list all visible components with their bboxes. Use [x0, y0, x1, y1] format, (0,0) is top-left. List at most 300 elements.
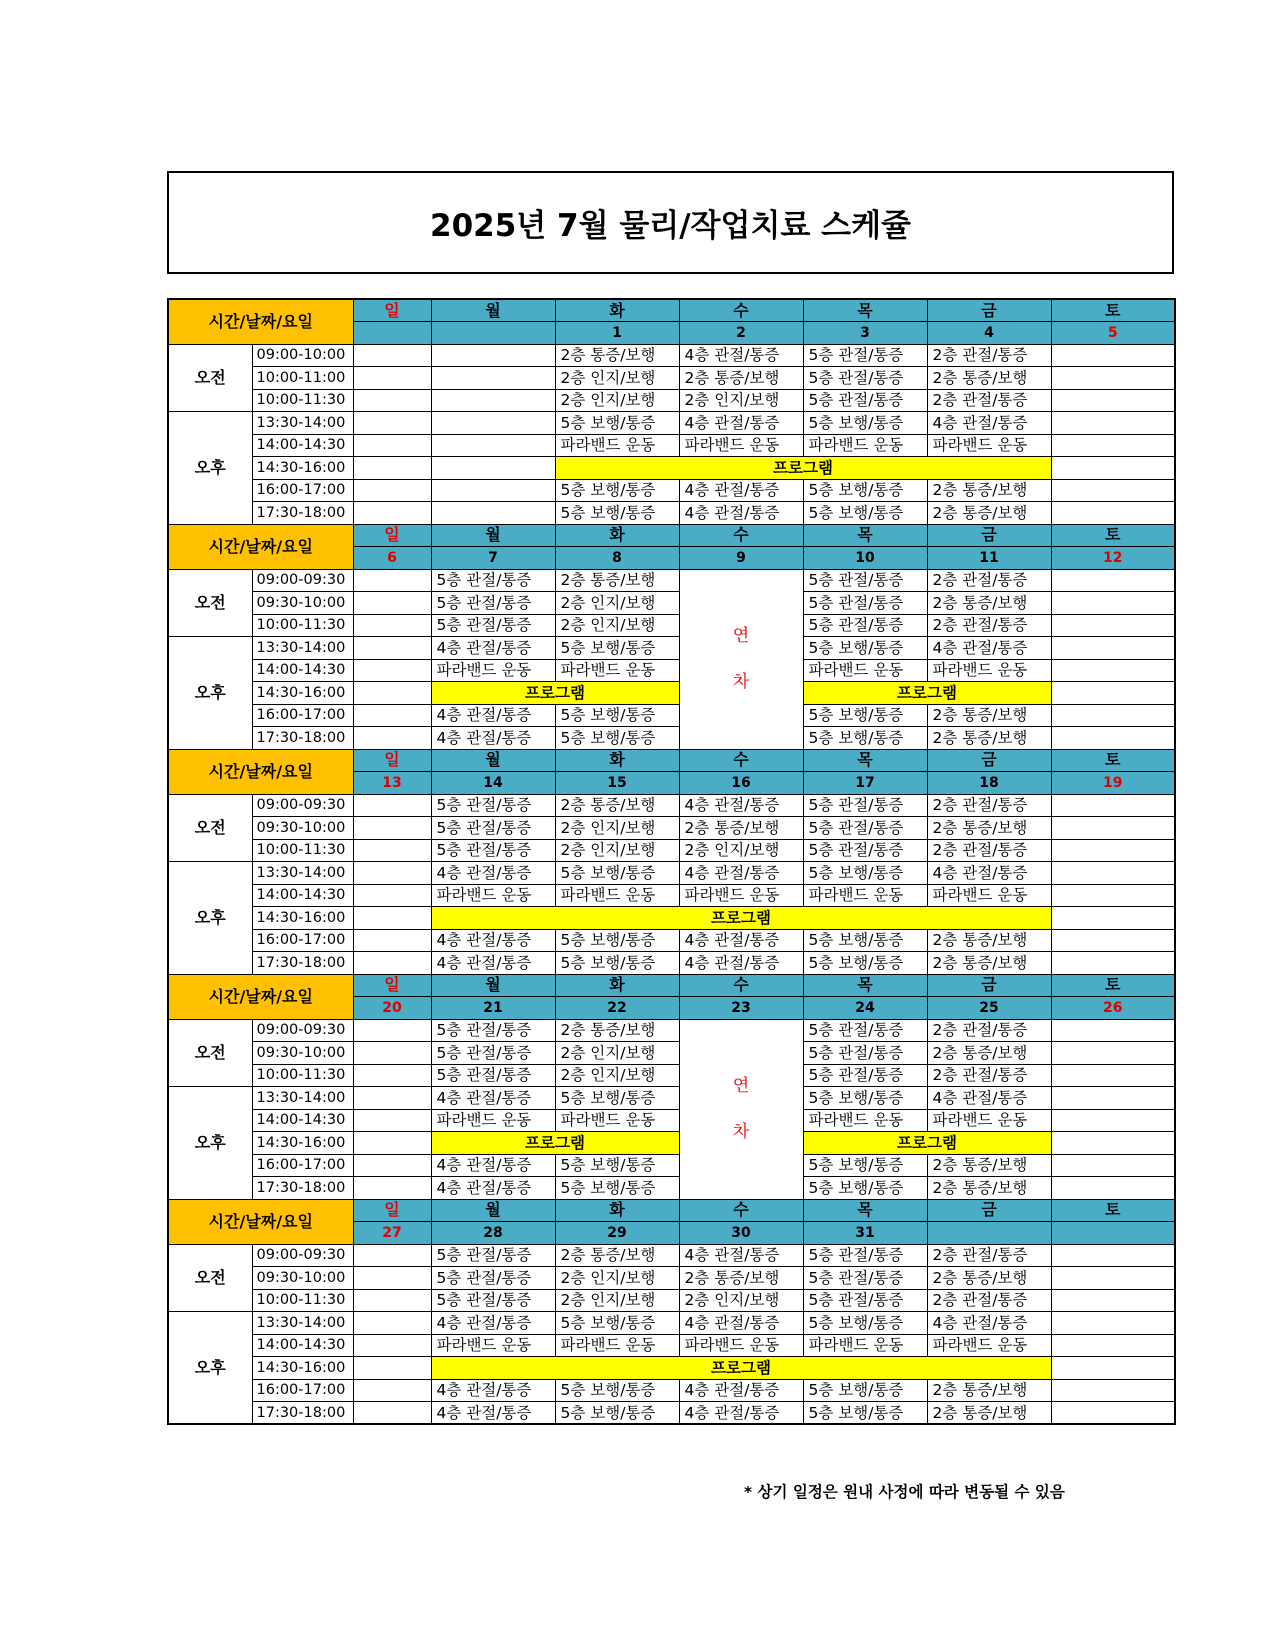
date-header: 6	[353, 547, 431, 570]
schedule-cell: 2층 관절/통증	[927, 1289, 1051, 1312]
schedule-cell: 2층 통증/보행	[927, 1177, 1051, 1200]
schedule-cell: 4층 관절/통증	[431, 704, 555, 727]
schedule-cell-empty	[353, 1267, 431, 1290]
schedule-cell: 2층 인지/보행	[555, 592, 679, 615]
schedule-cell: 5층 보행/통증	[555, 862, 679, 885]
schedule-cell-empty	[353, 367, 431, 390]
schedule-cell: 4층 관절/통증	[679, 502, 803, 525]
header-label: 시간/날짜/요일	[168, 749, 353, 794]
schedule-cell: 4층 관절/통증	[927, 1087, 1051, 1110]
schedule-cell: 파라밴드 운동	[927, 434, 1051, 457]
time-slot: 16:00-17:00	[252, 479, 353, 502]
schedule-row	[168, 1312, 1175, 1335]
schedule-cell: 5층 보행/통증	[555, 412, 679, 435]
schedule-cell: 파라밴드 운동	[555, 884, 679, 907]
program-banner: 프로그램	[431, 1132, 679, 1155]
schedule-cell: 4층 관절/통증	[679, 1402, 803, 1425]
schedule-cell: 4층 관절/통증	[431, 952, 555, 975]
schedule-cell: 2층 인지/보행	[555, 1289, 679, 1312]
time-slot: 09:00-09:30	[252, 1244, 353, 1267]
schedule-row	[168, 457, 1175, 480]
schedule-cell: 5층 관절/통증	[803, 569, 927, 592]
date-header: 7	[431, 547, 555, 570]
schedule-row	[168, 1132, 1175, 1155]
time-slot: 13:30-14:00	[252, 637, 353, 660]
schedule-cell: 2층 통증/보행	[555, 569, 679, 592]
period-pm-label: 오후	[168, 1087, 252, 1200]
weekday-header: 화	[555, 749, 679, 772]
schedule-cell: 5층 보행/통증	[803, 704, 927, 727]
schedule-cell-empty	[1051, 1154, 1175, 1177]
schedule-cell: 4층 관절/통증	[679, 479, 803, 502]
schedule-cell-empty	[353, 862, 431, 885]
schedule-cell-empty	[431, 389, 555, 412]
weekday-header: 월	[431, 299, 555, 322]
time-slot: 09:30-10:00	[252, 1267, 353, 1290]
schedule-cell-empty	[431, 367, 555, 390]
schedule-cell: 5층 보행/통증	[803, 929, 927, 952]
weekday-header: 화	[555, 299, 679, 322]
weekday-header: 월	[431, 974, 555, 997]
schedule-cell-empty	[1051, 479, 1175, 502]
weekday-header: 토	[1051, 974, 1175, 997]
time-slot: 09:30-10:00	[252, 592, 353, 615]
schedule-cell-empty	[1051, 412, 1175, 435]
annual-leave-char: 차	[732, 672, 750, 692]
time-slot: 10:00-11:00	[252, 367, 353, 390]
schedule-table	[167, 298, 1176, 1425]
schedule-cell: 2층 관절/통증	[927, 794, 1051, 817]
schedule-cell-empty	[353, 929, 431, 952]
schedule-cell: 5층 관절/통증	[431, 1244, 555, 1267]
weekday-header: 목	[803, 974, 927, 997]
date-header: 10	[803, 547, 927, 570]
schedule-cell: 5층 관절/통증	[431, 569, 555, 592]
schedule-cell: 5층 보행/통증	[555, 479, 679, 502]
time-slot: 10:00-11:30	[252, 839, 353, 862]
date-header: 14	[431, 772, 555, 795]
schedule-cell: 5층 보행/통증	[803, 637, 927, 660]
schedule-cell-empty	[1051, 907, 1175, 930]
schedule-cell-empty	[1051, 839, 1175, 862]
date-header: 16	[679, 772, 803, 795]
time-slot: 14:30-16:00	[252, 457, 353, 480]
schedule-cell: 5층 보행/통증	[803, 1087, 927, 1110]
schedule-row	[168, 412, 1175, 435]
time-slot: 09:00-09:30	[252, 569, 353, 592]
schedule-cell-empty	[353, 637, 431, 660]
weekday-header: 일	[353, 749, 431, 772]
header-label: 시간/날짜/요일	[168, 974, 353, 1019]
schedule-cell: 5층 보행/통증	[803, 479, 927, 502]
time-slot: 16:00-17:00	[252, 704, 353, 727]
schedule-cell-empty	[353, 884, 431, 907]
schedule-cell: 파라밴드 운동	[431, 659, 555, 682]
date-header: 21	[431, 997, 555, 1020]
date-header: 23	[679, 997, 803, 1020]
schedule-cell-empty	[353, 794, 431, 817]
schedule-cell: 5층 보행/통증	[555, 704, 679, 727]
schedule-row	[168, 839, 1175, 862]
schedule-row	[168, 727, 1175, 750]
schedule-cell: 2층 통증/보행	[927, 592, 1051, 615]
schedule-cell: 4층 관절/통증	[431, 1312, 555, 1335]
schedule-cell-empty	[353, 817, 431, 840]
schedule-cell-empty	[353, 502, 431, 525]
weekday-header: 금	[927, 299, 1051, 322]
schedule-cell: 2층 통증/보행	[679, 1267, 803, 1290]
date-header: 20	[353, 997, 431, 1020]
time-slot: 10:00-11:30	[252, 1289, 353, 1312]
schedule-cell-empty	[353, 1402, 431, 1425]
schedule-cell-empty	[353, 1087, 431, 1110]
schedule-cell: 4층 관절/통증	[927, 862, 1051, 885]
schedule-row	[168, 862, 1175, 885]
weekday-header: 수	[679, 749, 803, 772]
schedule-cell: 2층 인지/보행	[679, 839, 803, 862]
schedule-cell-empty	[353, 457, 431, 480]
time-slot: 10:00-11:30	[252, 1064, 353, 1087]
date-header: 3	[803, 322, 927, 345]
page-title: 2025년 7월 물리/작업치료 스케쥴	[167, 171, 1174, 274]
annual-leave-char: 연	[732, 1076, 750, 1096]
schedule-cell: 5층 보행/통증	[803, 862, 927, 885]
date-header	[927, 1222, 1051, 1245]
header-label: 시간/날짜/요일	[168, 1199, 353, 1244]
schedule-cell: 파라밴드 운동	[927, 884, 1051, 907]
time-slot: 16:00-17:00	[252, 929, 353, 952]
schedule-cell-empty	[353, 1312, 431, 1335]
schedule-cell: 파라밴드 운동	[927, 1334, 1051, 1357]
header-label: 시간/날짜/요일	[168, 299, 353, 344]
schedule-cell-empty	[353, 1177, 431, 1200]
time-slot: 16:00-17:00	[252, 1379, 353, 1402]
time-slot: 10:00-11:30	[252, 614, 353, 637]
schedule-cell: 5층 보행/통증	[803, 727, 927, 750]
schedule-cell: 2층 인지/보행	[555, 1042, 679, 1065]
period-pm-label: 오후	[168, 637, 252, 750]
schedule-cell: 5층 관절/통증	[803, 389, 927, 412]
time-slot: 14:00-14:30	[252, 1334, 353, 1357]
schedule-cell-empty	[353, 592, 431, 615]
schedule-cell: 5층 관절/통증	[431, 1289, 555, 1312]
schedule-cell: 파라밴드 운동	[803, 884, 927, 907]
schedule-cell: 파라밴드 운동	[555, 434, 679, 457]
schedule-row	[168, 907, 1175, 930]
program-banner: 프로그램	[803, 1132, 1051, 1155]
schedule-cell-empty	[1051, 1312, 1175, 1335]
schedule-cell-empty	[353, 434, 431, 457]
schedule-cell: 4층 관절/통증	[679, 344, 803, 367]
schedule-cell-empty	[1051, 1177, 1175, 1200]
schedule-cell: 2층 통증/보행	[927, 1154, 1051, 1177]
schedule-cell-empty	[1051, 884, 1175, 907]
schedule-cell-empty	[431, 457, 555, 480]
schedule-cell-empty	[353, 479, 431, 502]
schedule-cell-empty	[353, 1357, 431, 1380]
schedule-cell-empty	[1051, 389, 1175, 412]
schedule-row	[168, 1267, 1175, 1290]
schedule-cell-empty	[353, 1379, 431, 1402]
schedule-cell-empty	[431, 344, 555, 367]
weekday-header: 월	[431, 749, 555, 772]
period-am-label: 오전	[168, 1019, 252, 1087]
schedule-cell-empty	[353, 1154, 431, 1177]
schedule-cell: 2층 관절/통증	[927, 1244, 1051, 1267]
schedule-row	[168, 1019, 1175, 1042]
schedule-cell: 2층 통증/보행	[927, 704, 1051, 727]
schedule-cell-empty	[1051, 1334, 1175, 1357]
schedule-cell: 5층 관절/통증	[803, 794, 927, 817]
weekday-header: 목	[803, 749, 927, 772]
schedule-row	[168, 794, 1175, 817]
schedule-row	[168, 1177, 1175, 1200]
schedule-cell: 4층 관절/통증	[679, 794, 803, 817]
schedule-row	[168, 1109, 1175, 1132]
annual-leave-char: 차	[732, 1122, 750, 1142]
schedule-cell: 2층 통증/보행	[927, 817, 1051, 840]
weekday-header: 목	[803, 524, 927, 547]
annual-leave-cell	[679, 569, 803, 749]
date-header: 24	[803, 997, 927, 1020]
schedule-cell-empty	[1051, 367, 1175, 390]
schedule-cell: 파라밴드 운동	[555, 1334, 679, 1357]
schedule-cell-empty	[353, 569, 431, 592]
schedule-cell: 파라밴드 운동	[927, 659, 1051, 682]
schedule-row	[168, 817, 1175, 840]
schedule-cell: 2층 관절/통증	[927, 614, 1051, 637]
schedule-cell-empty	[1051, 929, 1175, 952]
time-slot: 17:30-18:00	[252, 952, 353, 975]
schedule-cell: 5층 관절/통증	[431, 1042, 555, 1065]
schedule-cell: 파라밴드 운동	[803, 434, 927, 457]
date-header: 2	[679, 322, 803, 345]
schedule-cell: 4층 관절/통증	[431, 1154, 555, 1177]
schedule-cell: 5층 관절/통증	[431, 1064, 555, 1087]
schedule-cell: 5층 관절/통증	[803, 1042, 927, 1065]
schedule-cell: 4층 관절/통증	[431, 1379, 555, 1402]
schedule-row	[168, 569, 1175, 592]
schedule-cell-empty	[353, 839, 431, 862]
schedule-cell: 2층 통증/보행	[927, 952, 1051, 975]
schedule-row	[168, 1357, 1175, 1380]
schedule-cell: 4층 관절/통증	[679, 1312, 803, 1335]
schedule-cell: 4층 관절/통증	[927, 1312, 1051, 1335]
date-header: 15	[555, 772, 679, 795]
schedule-cell: 2층 인지/보행	[555, 1267, 679, 1290]
schedule-cell: 파라밴드 운동	[679, 884, 803, 907]
schedule-cell-empty	[353, 389, 431, 412]
weekday-header: 화	[555, 524, 679, 547]
schedule-cell: 파라밴드 운동	[927, 1109, 1051, 1132]
schedule-cell: 5층 보행/통증	[555, 1402, 679, 1425]
schedule-cell: 5층 보행/통증	[555, 1177, 679, 1200]
schedule-body	[168, 299, 1175, 1424]
time-slot: 17:30-18:00	[252, 502, 353, 525]
schedule-cell: 5층 보행/통증	[803, 1379, 927, 1402]
schedule-cell-empty	[1051, 682, 1175, 705]
schedule-cell: 5층 관절/통증	[803, 839, 927, 862]
schedule-cell: 2층 통증/보행	[679, 817, 803, 840]
schedule-cell-empty	[353, 412, 431, 435]
schedule-cell: 2층 인지/보행	[555, 389, 679, 412]
schedule-cell: 4층 관절/통증	[431, 637, 555, 660]
date-header: 13	[353, 772, 431, 795]
schedule-row	[168, 614, 1175, 637]
schedule-cell: 2층 관절/통증	[927, 569, 1051, 592]
weekday-header: 일	[353, 299, 431, 322]
schedule-cell-empty	[1051, 1019, 1175, 1042]
schedule-cell: 5층 보행/통증	[555, 1379, 679, 1402]
schedule-cell: 파라밴드 운동	[679, 1334, 803, 1357]
schedule-cell: 5층 관절/통증	[803, 344, 927, 367]
schedule-cell: 파라밴드 운동	[679, 434, 803, 457]
time-slot: 14:30-16:00	[252, 1132, 353, 1155]
schedule-cell: 2층 통증/보행	[927, 502, 1051, 525]
schedule-cell: 파라밴드 운동	[803, 1334, 927, 1357]
schedule-cell-empty	[1051, 344, 1175, 367]
weekday-header: 토	[1051, 524, 1175, 547]
schedule-cell-empty	[1051, 1267, 1175, 1290]
schedule-cell-empty	[353, 1132, 431, 1155]
time-slot: 14:30-16:00	[252, 907, 353, 930]
schedule-cell-empty	[353, 682, 431, 705]
schedule-row	[168, 367, 1175, 390]
schedule-row	[168, 1244, 1175, 1267]
schedule-cell-empty	[1051, 952, 1175, 975]
schedule-cell: 2층 인지/보행	[555, 1064, 679, 1087]
schedule-cell-empty	[1051, 794, 1175, 817]
schedule-cell: 4층 관절/통증	[431, 929, 555, 952]
schedule-cell: 2층 통증/보행	[927, 929, 1051, 952]
schedule-cell: 2층 인지/보행	[679, 1289, 803, 1312]
schedule-cell-empty	[1051, 502, 1175, 525]
schedule-cell-empty	[1051, 1357, 1175, 1380]
time-slot: 17:30-18:00	[252, 1177, 353, 1200]
weekday-header: 금	[927, 1199, 1051, 1222]
schedule-cell: 5층 관절/통증	[803, 1244, 927, 1267]
date-header: 26	[1051, 997, 1175, 1020]
schedule-cell: 2층 인지/보행	[555, 817, 679, 840]
schedule-cell: 5층 관절/통증	[803, 817, 927, 840]
date-header: 30	[679, 1222, 803, 1245]
weekday-header: 일	[353, 524, 431, 547]
schedule-cell: 2층 인지/보행	[555, 367, 679, 390]
schedule-cell: 2층 통증/보행	[555, 794, 679, 817]
schedule-row	[168, 1379, 1175, 1402]
schedule-cell-empty	[1051, 659, 1175, 682]
schedule-cell-empty	[353, 1042, 431, 1065]
schedule-cell: 파라밴드 운동	[431, 1334, 555, 1357]
date-header: 9	[679, 547, 803, 570]
time-slot: 14:00-14:30	[252, 1109, 353, 1132]
schedule-cell-empty	[353, 952, 431, 975]
schedule-cell-empty	[1051, 1289, 1175, 1312]
schedule-cell-empty	[353, 1109, 431, 1132]
schedule-row	[168, 1289, 1175, 1312]
date-header: 18	[927, 772, 1051, 795]
schedule-cell-empty	[1051, 1132, 1175, 1155]
period-am-label: 오전	[168, 1244, 252, 1312]
schedule-cell: 2층 관절/통증	[927, 1019, 1051, 1042]
date-header: 4	[927, 322, 1051, 345]
date-header: 22	[555, 997, 679, 1020]
schedule-cell-empty	[431, 412, 555, 435]
time-slot: 17:30-18:00	[252, 1402, 353, 1425]
schedule-cell: 2층 인지/보행	[679, 389, 803, 412]
schedule-cell-empty	[353, 907, 431, 930]
schedule-row	[168, 659, 1175, 682]
schedule-cell: 2층 인지/보행	[555, 839, 679, 862]
schedule-cell: 5층 보행/통증	[555, 502, 679, 525]
weekday-header: 수	[679, 524, 803, 547]
schedule-cell: 2층 관절/통증	[927, 389, 1051, 412]
schedule-cell: 5층 관절/통증	[803, 1289, 927, 1312]
time-slot: 14:00-14:30	[252, 434, 353, 457]
schedule-cell: 2층 통증/보행	[927, 367, 1051, 390]
schedule-cell: 4층 관절/통증	[679, 862, 803, 885]
schedule-cell: 2층 통증/보행	[555, 344, 679, 367]
annual-leave-char: 연	[732, 626, 750, 646]
schedule-cell: 2층 통증/보행	[555, 1244, 679, 1267]
schedule-cell: 2층 통증/보행	[927, 1379, 1051, 1402]
date-header: 5	[1051, 322, 1175, 345]
period-am-label: 오전	[168, 569, 252, 637]
time-slot: 13:30-14:00	[252, 1087, 353, 1110]
weekday-header: 월	[431, 524, 555, 547]
schedule-cell: 5층 보행/통증	[803, 1312, 927, 1335]
schedule-cell: 5층 보행/통증	[555, 952, 679, 975]
schedule-cell: 5층 보행/통증	[555, 637, 679, 660]
schedule-cell-empty	[1051, 614, 1175, 637]
schedule-cell: 2층 통증/보행	[679, 367, 803, 390]
schedule-row	[168, 479, 1175, 502]
weekday-header: 토	[1051, 1199, 1175, 1222]
schedule-cell: 4층 관절/통증	[679, 929, 803, 952]
weekday-header: 토	[1051, 299, 1175, 322]
schedule-cell-empty	[1051, 704, 1175, 727]
schedule-cell: 4층 관절/통증	[927, 412, 1051, 435]
time-slot: 17:30-18:00	[252, 727, 353, 750]
schedule-cell: 4층 관절/통증	[431, 1177, 555, 1200]
schedule-row	[168, 389, 1175, 412]
schedule-cell: 5층 관절/통증	[803, 367, 927, 390]
program-banner: 프로그램	[431, 1357, 1051, 1380]
date-header: 28	[431, 1222, 555, 1245]
time-slot: 09:30-10:00	[252, 817, 353, 840]
schedule-cell: 5층 관절/통증	[803, 614, 927, 637]
weekday-header: 토	[1051, 749, 1175, 772]
period-pm-label: 오후	[168, 1312, 252, 1425]
schedule-cell-empty	[1051, 1064, 1175, 1087]
footnote: * 상기 일정은 원내 사정에 따라 변동될 수 있음	[744, 1483, 1065, 1501]
schedule-cell-empty	[1051, 569, 1175, 592]
schedule-cell-empty	[431, 479, 555, 502]
schedule-cell-empty	[1051, 1087, 1175, 1110]
weekday-header: 수	[679, 974, 803, 997]
schedule-cell-empty	[353, 344, 431, 367]
weekday-header: 일	[353, 1199, 431, 1222]
weekday-header: 월	[431, 1199, 555, 1222]
schedule-cell: 5층 보행/통증	[555, 1154, 679, 1177]
weekday-header: 수	[679, 1199, 803, 1222]
schedule-row	[168, 1042, 1175, 1065]
schedule-cell-empty	[353, 704, 431, 727]
schedule-cell: 5층 보행/통증	[803, 1154, 927, 1177]
schedule-cell: 5층 보행/통증	[555, 1312, 679, 1335]
schedule-cell: 4층 관절/통증	[431, 727, 555, 750]
schedule-cell: 2층 관절/통증	[927, 344, 1051, 367]
